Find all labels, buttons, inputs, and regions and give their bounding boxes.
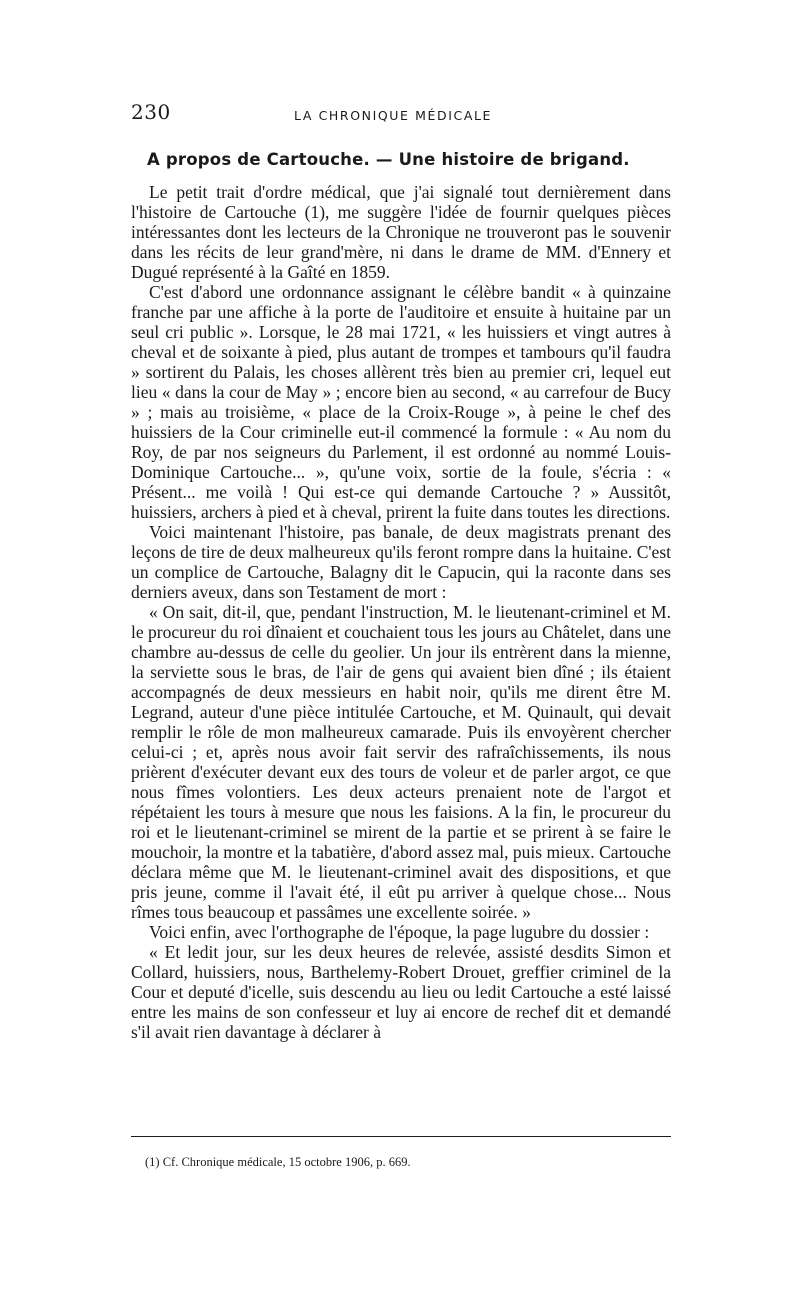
paragraph: « Et ledit jour, sur les deux heures de relevée, assisté desdits Simon et Collard, huissiers, nous, Barthelemy-Robert Drouet, greffier criminel de la Cour et deputé d'icelle, suis descendu au lieu ou ledit Cartouche a esté laissé entre les mains de son confesseur et luy ai encore de rechef dit et demandé s'il avait rien davantage à déclarer à xyxy=(131,942,671,1042)
article-body xyxy=(131,182,671,1042)
paragraph: Le petit trait d'ordre médical, que j'ai signalé tout dernièrement dans l'histoire de Cartouche (1), me suggère l'idée de fournir quelques pièces intéressantes dont les lecteurs de la Chronique ne trouveront pas le souvenir dans les récits de leur grand'mère, ni dans le drame de MM. d'Ennery et Dugué représenté à la Gaîté en 1859. xyxy=(131,182,671,282)
journal-title: LA CHRONIQUE MÉDICALE xyxy=(294,108,493,123)
paragraph: Voici maintenant l'histoire, pas banale, de deux magistrats prenant des leçons de tire de deux malheureux qu'ils feront rompre dans la huitaine. C'est un complice de Cartouche, Balagny dit le Capucin, qui la raconte dans ses derniers aveux, dans son Testament de mort : xyxy=(131,522,671,602)
paragraph: C'est d'abord une ordonnance assignant le célèbre bandit « à quinzaine franche par une affiche à la porte de l'auditoire et ensuite à huitaine par un seul cri public ». Lorsque, le 28 mai 1721, « les huissiers et vingt autres à cheval et de soixante à pied, plus autant de trompes et tambours qu'il faudra » sortirent du Palais, les choses allèrent très bien au premier cri, lequel eut lieu « dans la cour de May » ; encore bien au second, « au carrefour de Bucy » ; mais au troisième, « place de la Croix-Rouge », à peine le chef des huissiers de la Cour criminelle eut-il commencé la formule : « Au nom du Roy, de par nos seigneurs du Parlement, il est ordonné au nommé Louis-Dominique Cartouche... », qu'une voix, sortie de la foule, s'écria : « Présent... me voilà ! Qui est-ce qui demande Cartouche ? » Aussitôt, huissiers, archers à pied et à cheval, prirent la fuite dans toutes les directions. xyxy=(131,282,671,522)
paragraph: « On sait, dit-il, que, pendant l'instruction, M. le lieutenant-criminel et M. le procureur du roi dînaient et couchaient tous les jours au Châtelet, dans une chambre au-dessus de celle du geolier. Un jour ils entrèrent dans la mienne, la serviette sous le bras, de l'air de gens qui avaient bien dîné ; ils étaient accompagnés de deux messieurs en habit noir, qu'ils me dirent être M. Legrand, auteur d'une pièce intitulée Cartouche, et M. Quinault, qui devait remplir le rôle de mon malheureux camarade. Puis ils envoyèrent chercher celui-ci ; et, après nous avoir fait servir des rafraîchissements, ils nous prièrent d'exécuter devant eux des tours de voleur et de parler argot, ce que nous fîmes volontiers. Les deux acteurs prenaient note de l'argot et répétaient les tours à mesure que nous les faisions. A la fin, le procureur du roi et le lieutenant-criminel se mirent de la partie et se prirent à se faire le mouchoir, la montre et la tabatière, d'abord assez mal, puis mieux. Cartouche déclara même que M. le lieutenant-criminel avait des dispositions, et que pris jeune, comme il l'avait été, il eût pu arriver à quelque chose... Nous rîmes tous beaucoup et passâmes une excellente soirée. » xyxy=(131,602,671,922)
page-number: 230 xyxy=(131,100,171,124)
footnote: (1) Cf. Chronique médicale, 15 octobre 1906, p. 669. xyxy=(145,1155,411,1169)
article-title: A propos de Cartouche. — Une histoire de brigand. xyxy=(147,150,630,169)
paragraph: Voici enfin, avec l'orthographe de l'époque, la page lugubre du dossier : xyxy=(149,922,650,942)
footnote-divider xyxy=(131,1136,671,1137)
running-head xyxy=(131,100,671,130)
